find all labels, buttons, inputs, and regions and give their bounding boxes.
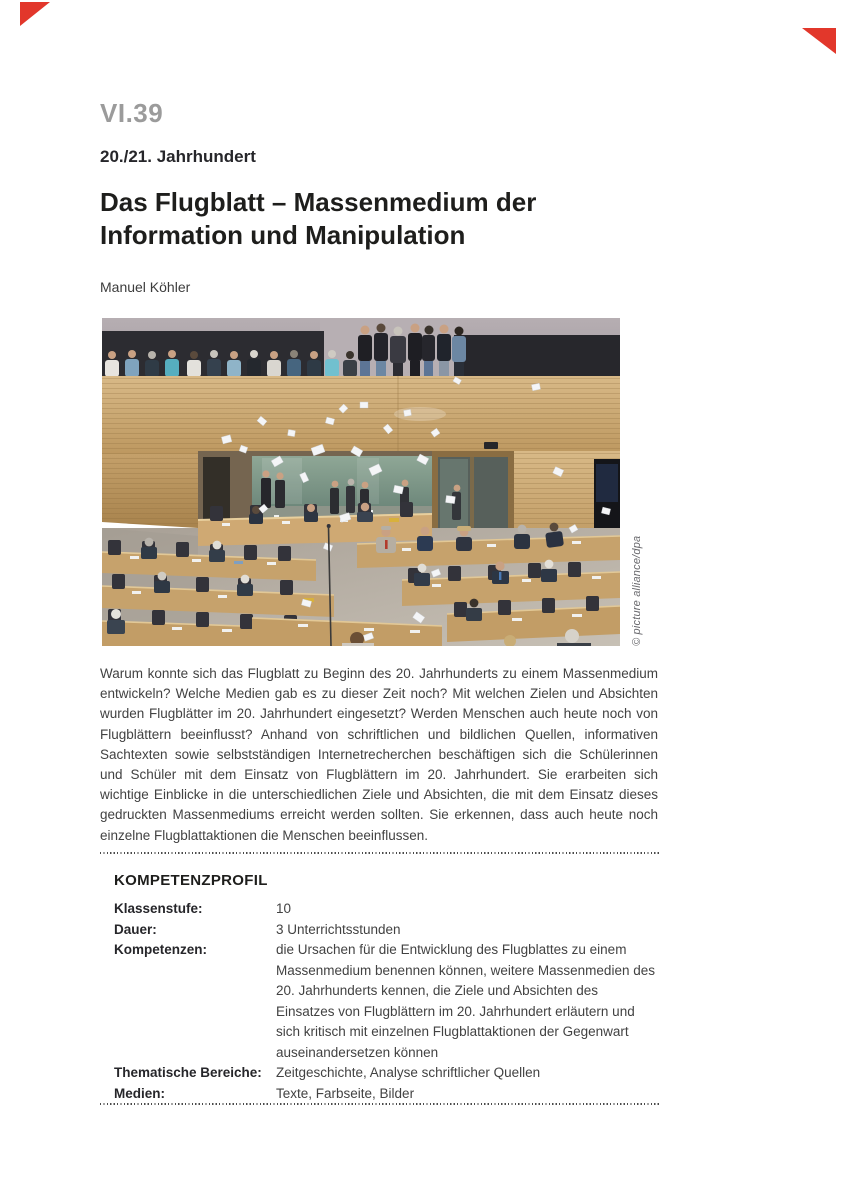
parliament-photo-illustration [102,318,620,646]
competence-heading: KOMPETENZPROFIL [114,872,268,889]
profile-row-label: Medien: [114,1085,166,1101]
intro-paragraph: Warum konnte sich das Flugblatt zu Beginn des 20. Jahrhunderts zu einem Massenmedium entwickeln? Welche Medien gab es zu dieser Zeit noch? Mit welchen Zielen und Absichten wurden Flugblätter im 20. Jahrhundert eingesetzt? Werden Menschen auch heute noch von Flugblättern beeinflusst? Anhand von schriftlichen und bildlichen Quellen, informativen Sachtexten sowie selbstständigen Internetrecherchen beschäftigen sich die Schülerinnen und Schüler mit dem Einsatz von Flugblättern im 20. Jahrhundert. Sie erarbeiten sich wichtige Einblicke in die unterschiedlichen Ziele und Absichten, die mit dem Einsatz dieses gedruckten Massenmediums erreicht werden sollten. Sie erkennen, dass auch heute noch einzelne Flugblattaktionen die Menschen beeinflussen. [100,666,658,843]
era-label: 20./21. Jahrhundert [100,147,256,166]
red-corner-mark-right-icon [800,28,836,58]
profile-row-label: Thematische Bereiche: [114,1065,262,1080]
profile-row-value: Texte, Farbseite, Bilder [276,1085,415,1101]
profile-row-kompetenzen [114,940,658,1063]
profile-row-value: Zeitgeschichte, Analyse schriftlicher Quellen [276,1065,541,1080]
profile-row-medien [114,1084,658,1105]
competence-table [114,899,658,1104]
dotted-divider-bottom [100,1103,660,1105]
photo-caption-text: © picture alliance/dpa [631,535,643,646]
series-code: VI.39 [100,98,164,128]
red-corner-mark-left-icon [20,2,54,30]
author-name: Manuel Köhler [100,279,191,295]
profile-row-klassenstufe [114,899,658,920]
profile-row-thematische-bereiche [114,1063,658,1084]
photo-caption [628,318,644,646]
profile-row-label: Kompetenzen: [114,942,208,957]
profile-row-value: 10 [276,901,292,916]
page-title: Das Flugblatt – Massenmedium der Information und Manipulation [100,187,537,250]
profile-row-dauer [114,920,658,941]
profile-row-label: Dauer: [114,921,157,937]
profile-row-label: Klassenstufe: [114,901,203,916]
profile-row-value: die Ursachen für die Entwicklung des Flugblattes zu einem Massenmedium benennen können, weitere Massenmedien des 20. Jahrhunderts kennen, die Ziele und Absichten des Einsatzes von Flugblättern im 20. Jahrhundert erläutern und sich kritisch mit einzelnen Flugblattaktionen der Gegenwart auseinandersetzen können [276,942,655,1060]
dotted-divider-top [100,852,660,854]
profile-row-value: 3 Unterrichtsstunden [276,921,401,937]
article-photo [102,318,620,646]
